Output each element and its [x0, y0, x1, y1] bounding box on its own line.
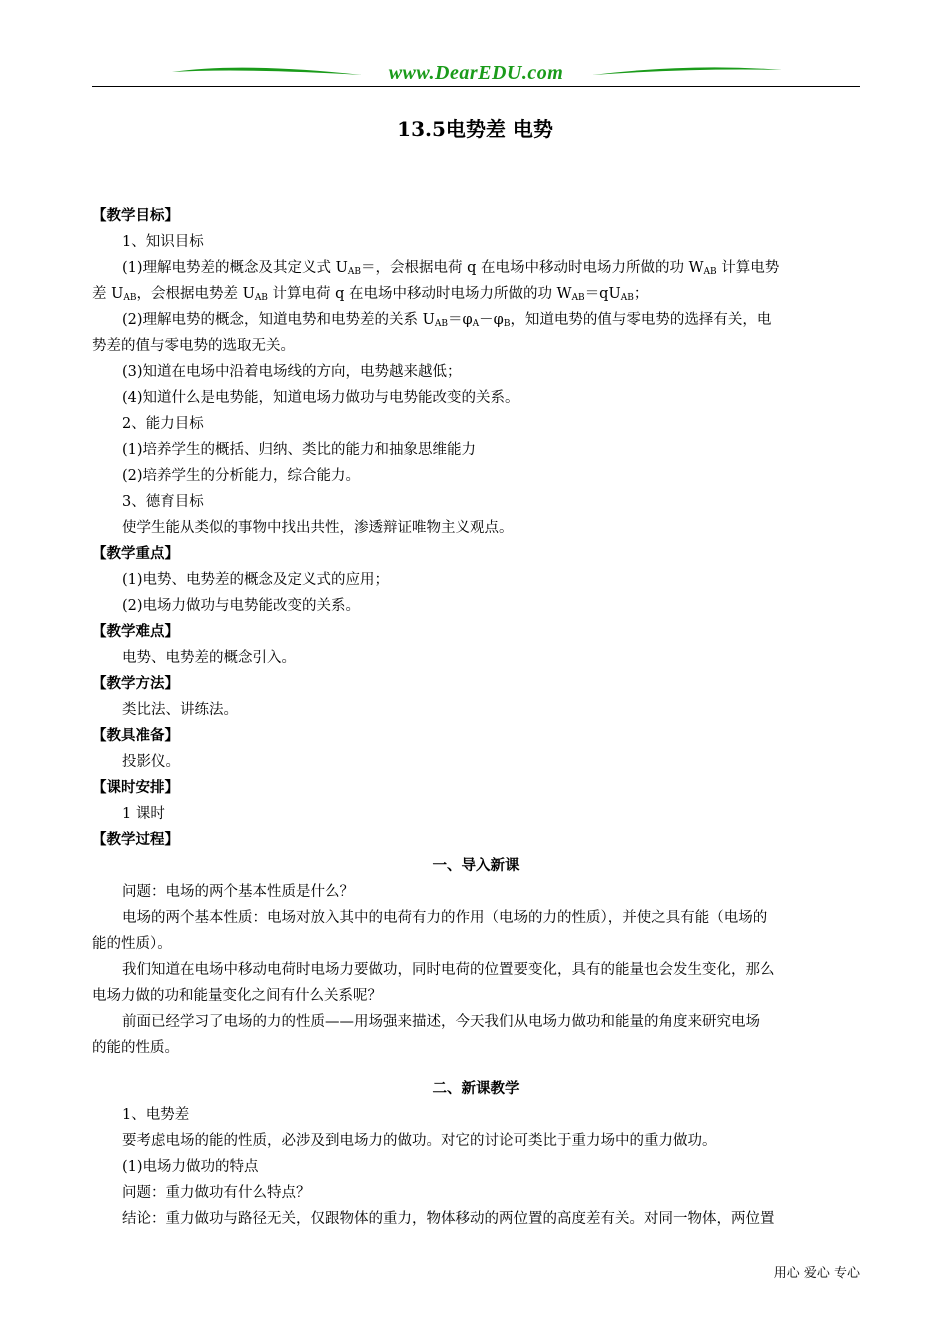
part-title-intro: 一、导入新课 [432, 857, 520, 874]
paragraph: 3、德育目标 [122, 494, 204, 510]
header-rule [92, 86, 860, 87]
paragraph: (1)理解电势差的概念及其定义式 $U_{AB}=$，会根据电荷 q 在电场中移动时电场力所做的功 $W_{AB}$ 计算电势 [122, 260, 780, 277]
page-header [92, 60, 860, 90]
spacer [92, 1061, 860, 1076]
part-title-new-lesson: 二、新课教学 [432, 1080, 520, 1097]
document-body [92, 203, 860, 1232]
section-heading-goals: 【教学目标】 [92, 207, 179, 224]
paragraph: 问题：重力做功有什么特点？ [122, 1185, 311, 1201]
paragraph: 1、电势差 [122, 1107, 190, 1123]
paragraph: 2、能力目标 [122, 416, 204, 432]
section-heading-schedule: 【课时安排】 [92, 779, 179, 796]
paragraph: 问题：电场的两个基本性质是什么？ [122, 884, 354, 900]
section-heading-key: 【教学重点】 [92, 545, 179, 562]
header-site-logo: www.DearEDU.com [388, 62, 564, 84]
paragraph: 的能的性质。 [92, 1040, 179, 1056]
paragraph: 类比法、讲练法。 [122, 702, 238, 718]
section-heading-method: 【教学方法】 [92, 675, 179, 692]
paragraph: (2)电场力做功与电势能改变的关系。 [122, 598, 361, 614]
paragraph: (2)理解电势的概念，知道电势和电势差的关系 $U_{AB}=\varphi_A-\varphi_B$，知道电势的值与零电势的选择有关，电 [122, 312, 772, 329]
section-heading-process: 【教学过程】 [92, 831, 179, 848]
paragraph: 使学生能从类似的事物中找出共性，渗透辩证唯物主义观点。 [122, 520, 514, 536]
paragraph: 要考虑电场的能的性质，必涉及到电场力的做功。对它的讨论可类比于重力场中的重力做功。 [122, 1133, 717, 1149]
paragraph: (1)电场力做功的特点 [122, 1159, 259, 1175]
paragraph: (3)知道在电场中沿着电场线的方向，电势越来越低； [122, 364, 462, 380]
paragraph: 1、知识目标 [122, 234, 204, 250]
paragraph: (1)电势、电势差的概念及定义式的应用； [122, 572, 390, 588]
paragraph: 差 $U_{AB}$，会根据电势差 $U_{AB}$ 计算电荷 q 在电场中移动时电场力所做的功 $W_{AB}=qU_{AB}$； [92, 286, 649, 303]
paragraph: (1)培养学生的概括、归纳、类比的能力和抽象思维能力 [122, 442, 477, 458]
section-heading-difficulty: 【教学难点】 [92, 623, 179, 640]
paragraph: 我们知道在电场中移动电荷时电场力要做功，同时电荷的位置要变化，具有的能量也会发生变化，那么 [122, 962, 775, 978]
paragraph: (2)培养学生的分析能力，综合能力。 [122, 468, 361, 484]
paragraph: 势差的值与零电势的选取无关。 [92, 338, 295, 354]
paragraph: (4)知道什么是电势能，知道电场力做功与电势能改变的关系。 [122, 390, 520, 406]
paragraph: 电场力做的功和能量变化之间有什么关系呢？ [92, 988, 382, 1004]
paragraph: 电场的两个基本性质：电场对放入其中的电荷有力的作用（电场的力的性质），并使之具有能（电场的 [122, 910, 768, 926]
page-footer: 用心 爱心 专心 [773, 1266, 860, 1281]
paragraph: 1 课时 [122, 806, 165, 822]
paragraph: 能的性质）。 [92, 936, 172, 952]
section-heading-tools: 【教具准备】 [92, 727, 179, 744]
paragraph: 投影仪。 [122, 754, 180, 770]
paragraph: 前面已经学习了电场的力的性质——用场强来描述，今天我们从电场力做功和能量的角度来研究电场 [122, 1014, 760, 1030]
paragraph: 电势、电势差的概念引入。 [122, 650, 296, 666]
page-title: 13.5电势差 电势 [397, 117, 553, 141]
paragraph: 结论：重力做功与路径无关，仅跟物体的重力，物体移动的两位置的高度差有关。对同一物体，两位置 [122, 1211, 775, 1227]
